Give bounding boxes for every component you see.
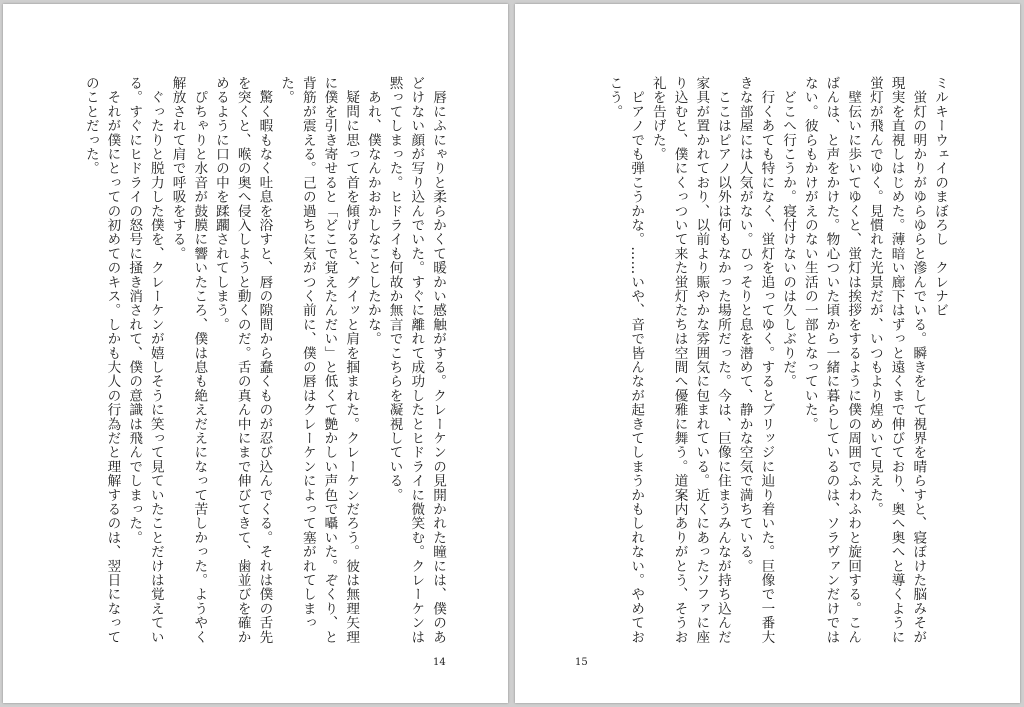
right-page-text	[606, 76, 950, 646]
paragraph: ここはピアノ以外は何もなかった場所だった。今は、巨像に住まうみんなが持ち込んだ家具が置かれており、以前より賑やかな雰囲気に包まれている。近くにあったソファに座り込むと、僕にくっついて来た蛍灯たちは空間へ優雅に舞う。道案内ありがとう、そうお礼を告げた。	[649, 76, 731, 644]
paragraph: 行くあても特になく、蛍灯を追ってゆく。するとブリッジに辿り着いた。巨像で一番大きな部屋には人気がない。ひっそりと息を潜めて、静かな空気で満ちている。	[736, 76, 775, 644]
paragraph: ぐったりと脱力した僕を、クレーケンが嬉しそうに笑って見ていたことだけは覚えている。すぐにヒドライの怒号に掻き消されて、僕の意識は飛んでしまった。	[126, 76, 164, 644]
chapter-title: ミルキーウェイのまぼろし クレナビ	[932, 76, 948, 318]
left-page	[3, 4, 508, 703]
paragraph: ぴちゃりと水音が鼓膜に響いたころ、僕は息も絶えだえになって苦しかった。ようやく解放されて肩で呼吸をする。	[169, 76, 208, 644]
paragraph: どこへ行こうか。寝付けないのは久しぶりだ。	[780, 76, 797, 389]
paragraph: 疑問に思って首を傾げると、グイッと肩を掴まれた。クレーケンだろう。彼は無理矢理に僕を引き寄せると「どこで覚えたんだい」と低くて艶かしい声色で囁いた。ぞくり、と背筋が震える。己の過ちに気がつく前に、僕の唇はクレーケンによって塞がれてしまった。	[278, 76, 360, 644]
paragraph: 驚く暇もなく吐息を浴すと、唇の隙間から蠢くものが忍び込んでくる。それは僕の舌先を突くと、喉の奥へ侵入しようと動くのだ。舌の真ん中にまで伸びてきて、歯並びを確かめるように口の中を蹂躙されてしまう。	[212, 76, 273, 644]
paragraph: あれ、僕なんかおかしなことしたかな。	[364, 76, 381, 346]
page-number: 15	[575, 657, 588, 668]
paragraph: 蛍灯の明かりがゆらゆらと滲んでいる。瞬きをして視界を晴らすと、寝ぼけた脳みそが現実を直視しはじめた。薄暗い廊下はずっと遠くまで伸びており、奥へ奥へと導くように蛍灯が飛んでゆく。見慣れた光景だが、いつもより煌めいて見えた。	[866, 76, 927, 644]
page-number: 14	[433, 657, 446, 668]
paragraph: 壁伝いに歩いてゆくと、蛍灯は挨拶をするように僕の周囲でふわふわと旋回する。こんばんは、と声をかけた。物心ついた頃から一緒に暮らしているのは、ソラヴァンだけではない。彼らもかけがえのない生活の一部となっていた。	[801, 76, 862, 644]
paragraph: 唇にふにゃりと柔らかくて暖かい感触がする。クレーケンの見開かれた瞳には、僕のあどけない顔が写り込んでいた。すぐに離れて成功したとヒドライに微笑む。クレーケンは黙ってしまった。ヒドライも何故か無言でこちらを凝視している。	[386, 76, 446, 644]
paragraph: ピアノでも弾こうかな。……いや、音で皆んなが起きてしまうかもしれない。やめておこう。	[606, 76, 645, 644]
left-page-text	[82, 76, 448, 646]
right-page	[515, 4, 1020, 703]
paragraph: それが僕にとっての初めてのキス。しかも大人の行為だと理解するのは、翌日になってのことだった。	[82, 76, 121, 644]
